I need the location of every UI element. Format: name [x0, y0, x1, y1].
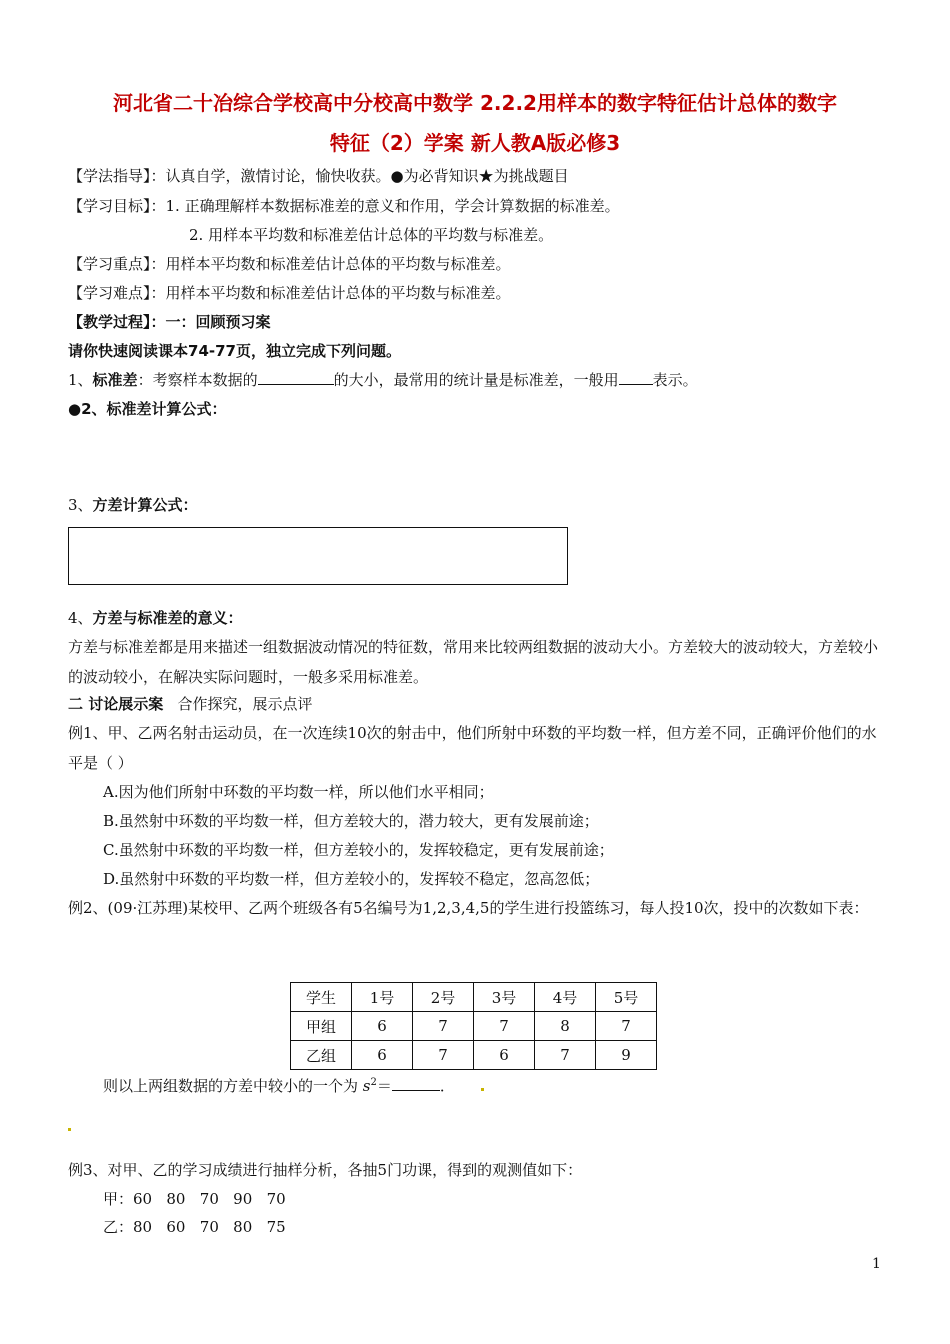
stray-mark: [481, 1088, 484, 1091]
question-3: [68, 494, 198, 516]
table-cell: 6: [352, 1012, 413, 1041]
ex2-s-symbol: s: [362, 1077, 371, 1095]
teaching-process: 【教学过程】：一：回顾预习案: [68, 313, 271, 331]
q4-paragraph: 方差与标准差都是用来描述一组数据波动情况的特征数，常用来比较两组数据的波动大小。方差较大的波动较大，方差较小的波动较小，在解决实际问题时，一般多采用标准差。: [68, 638, 879, 686]
q1-blank-2[interactable]: [619, 370, 653, 385]
table-cell: 7: [474, 1012, 535, 1041]
ex2-tail-1: 则以上两组数据的方差中较小的一个为: [103, 1077, 363, 1095]
section-2-subtitle: 合作探究，展示点评: [177, 695, 313, 713]
q3-num: 3、: [68, 496, 93, 514]
table-cell: 甲组: [291, 1012, 352, 1041]
shooting-table: [290, 982, 657, 1070]
example-1-option-d: D.虽然射中环数的平均数一样，但方差较小的，发挥较不稳定，忽高忽低；: [103, 870, 600, 888]
study-guide: 【学法指导】：认真自学，激情讨论，愉快收获。●为必背知识★为挑战题目: [68, 167, 569, 185]
example-3-jia-scores: 甲：60 80 70 90 70: [103, 1190, 286, 1208]
section-2-title: 二 讨论展示案: [68, 695, 164, 713]
table-header-cell: 5号: [596, 983, 657, 1012]
question-2: ●2、标准差计算公式：: [68, 400, 227, 418]
example-3-stem: 例3、对甲、乙的学习成绩进行抽样分析，各抽5门功课，得到的观测值如下：: [68, 1161, 583, 1179]
title-line-2: 特征（2）学案 新人教A版必修3: [329, 131, 621, 155]
ex2-tail-2: ＝: [376, 1077, 392, 1095]
table-cell: 7: [413, 1041, 474, 1070]
goals-label: 【学习目标】：: [68, 197, 166, 215]
table-cell: 6: [474, 1041, 535, 1070]
variance-formula-box[interactable]: [68, 527, 568, 585]
q1-term: 标准差: [92, 371, 138, 389]
table-cell: 7: [535, 1041, 596, 1070]
table-header-cell: 4号: [535, 983, 596, 1012]
example-1-option-c: C.虽然射中环数的平均数一样，但方差较小的，发挥较稳定，更有发展前途；: [103, 841, 614, 859]
stray-mark: [68, 1128, 71, 1131]
q4-num: 4、: [68, 609, 93, 627]
q1-part3: 表示。: [652, 371, 698, 389]
table-header-row: [291, 983, 657, 1012]
q3-text: 方差计算公式：: [92, 496, 198, 514]
page-number: 1: [872, 1256, 881, 1272]
table-header-cell: 3号: [474, 983, 535, 1012]
q1-part2: 的大小，最常用的统计量是标准差，一般用: [333, 371, 619, 389]
ex2-answer-blank[interactable]: [392, 1076, 440, 1091]
question-1: [68, 369, 698, 391]
table-row: [291, 1012, 657, 1041]
ex2-tail-3: ．: [439, 1077, 455, 1095]
example-1-option-a: A.因为他们所射中环数的平均数一样，所以他们水平相同；: [103, 783, 494, 801]
table-cell: 乙组: [291, 1041, 352, 1070]
difficulty-points: 【学习难点】：用样本平均数和标准差估计总体的平均数与标准差。: [68, 284, 511, 302]
table-cell: 7: [596, 1012, 657, 1041]
key-points: 【学习重点】：用样本平均数和标准差估计总体的平均数与标准差。: [68, 255, 511, 273]
table-cell: 9: [596, 1041, 657, 1070]
table-cell: 7: [413, 1012, 474, 1041]
example-3-yi-scores: 乙：80 60 70 80 75: [103, 1218, 286, 1236]
table-header-cell: 2号: [413, 983, 474, 1012]
q1-blank-1[interactable]: [258, 370, 334, 385]
example-1-stem: 例1、甲、乙两名射击运动员，在一次连续10次的射击中，他们所射中环数的平均数一样，但方差不同，正确评价他们的水平是（ ）: [68, 724, 877, 772]
example-2-stem: 例2、(09·江苏理)某校甲、乙两个班级各有5名编号为1,2,3,4,5的学生进行投篮练习，每人投10次，投中的次数如下表：: [68, 899, 869, 917]
example-2-question: [103, 1072, 455, 1097]
question-4: [68, 607, 243, 629]
table-row: [291, 1041, 657, 1070]
goal-item-2: 2. 用样本平均数和标准差估计总体的平均数与标准差。: [189, 226, 554, 244]
goal-item-1: 1. 正确理解样本数据标准差的意义和作用，学会计算数据的标准差。: [165, 197, 620, 215]
ex2-s-superscript: 2: [370, 1077, 377, 1088]
section-2-heading: [68, 693, 313, 715]
example-1-option-b: B.虽然射中环数的平均数一样，但方差较大的，潜力较大，更有发展前途；: [103, 812, 599, 830]
study-goals: [68, 195, 620, 217]
table-cell: 8: [535, 1012, 596, 1041]
q1-part1: ：考察样本数据的: [137, 371, 258, 389]
q1-num: 1、: [68, 371, 93, 389]
reading-instruction: 请你快速阅读课本74-77页，独立完成下列问题。: [68, 342, 401, 360]
table-header-cell: 1号: [352, 983, 413, 1012]
title-line-1: 河北省二十冶综合学校高中分校高中数学 2.2.2用样本的数字特征估计总体的数字: [113, 91, 837, 115]
q4-text: 方差与标准差的意义：: [92, 609, 243, 627]
table-cell: 6: [352, 1041, 413, 1070]
table-header-cell: 学生: [291, 983, 352, 1012]
